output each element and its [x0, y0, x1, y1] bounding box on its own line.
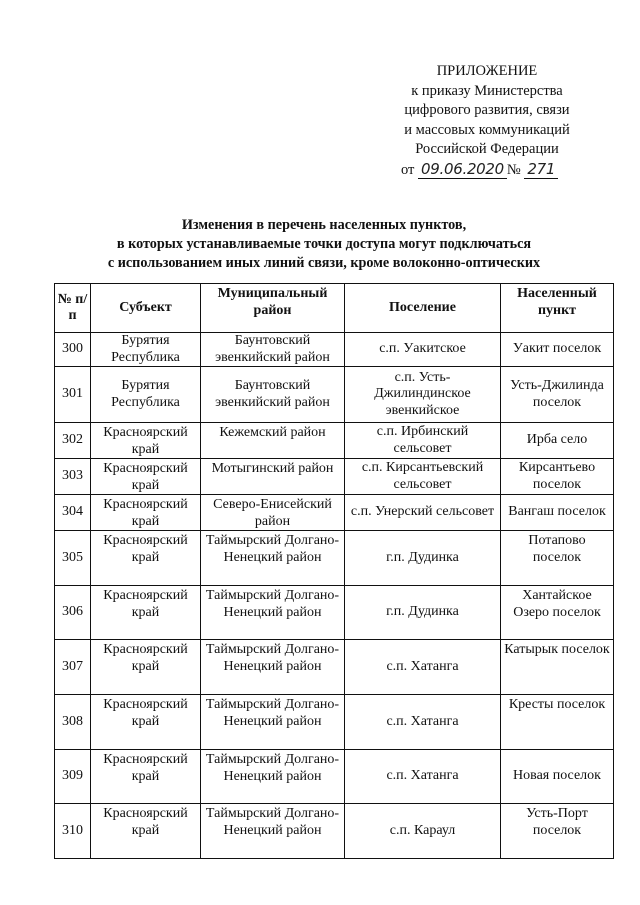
header-locality: Населенный пункт — [501, 284, 614, 333]
appendix-line: и массовых коммуникаций — [404, 121, 570, 138]
table-row — [55, 367, 614, 423]
row-locality: Катырык поселок — [501, 640, 614, 695]
appendix-line: к приказу Министерства — [411, 82, 563, 99]
table-row — [55, 586, 614, 640]
row-subject: Красноярский край — [91, 750, 201, 804]
order-prefix: от — [401, 162, 415, 178]
row-number: 309 — [55, 750, 91, 804]
row-locality: Новая поселок — [501, 750, 614, 804]
appendix-title: ПРИЛОЖЕНИЕ — [436, 63, 538, 79]
row-locality: Ирба село — [501, 423, 614, 459]
row-subject: Красноярский край — [91, 459, 201, 495]
title-line: с использованием иных линий связи, кроме волоконно-оптических — [107, 254, 541, 271]
row-locality: Хантайское Озеро поселок — [501, 586, 614, 640]
row-settlement: с.п. Унерский сельсовет — [345, 495, 501, 531]
row-locality: Кирсантьево поселок — [501, 459, 614, 495]
order-number-sign: № — [506, 162, 521, 178]
table-row — [55, 531, 614, 586]
row-settlement: г.п. Дудинка — [345, 531, 501, 586]
row-subject: Красноярский край — [91, 495, 201, 531]
row-district: Таймырский Долгано-Ненецкий район — [201, 695, 345, 750]
row-number: 304 — [55, 495, 91, 531]
table-row — [55, 495, 614, 531]
table-row — [55, 640, 614, 695]
table-row — [55, 333, 614, 367]
table-header-row — [55, 284, 614, 333]
table-row — [55, 804, 614, 859]
table-row — [55, 750, 614, 804]
row-subject: Красноярский край — [91, 640, 201, 695]
row-district: Баунтовский эвенкийский район — [201, 367, 345, 423]
row-number: 301 — [55, 367, 91, 423]
title-line: в которых устанавливаемые точки доступа могут подключаться — [116, 235, 532, 252]
appendix-line: цифрового развития, связи — [404, 102, 570, 119]
row-district: Мотыгинский район — [201, 459, 345, 495]
header-number: № п/п — [55, 284, 91, 333]
order-date: 09.06.2020 — [418, 160, 507, 179]
row-number: 300 — [55, 333, 91, 367]
table-row — [55, 695, 614, 750]
header-district: Муниципальный район — [201, 284, 345, 333]
row-number: 305 — [55, 531, 91, 586]
table-row — [55, 459, 614, 495]
row-settlement: с.п. Ирбинский сельсовет — [345, 423, 501, 459]
row-subject: Красноярский край — [91, 695, 201, 750]
row-settlement: с.п. Уакитское — [345, 333, 501, 367]
header-settlement: Поселение — [345, 284, 501, 333]
row-number: 303 — [55, 459, 91, 495]
row-number: 302 — [55, 423, 91, 459]
row-settlement: с.п. Хатанга — [345, 750, 501, 804]
row-settlement: с.п. Кирсантьевский сельсовет — [345, 459, 501, 495]
appendix-line: Российской Федерации — [415, 141, 559, 158]
row-locality: Уакит поселок — [501, 333, 614, 367]
row-locality: Потапово поселок — [501, 531, 614, 586]
row-subject: Бурятия Республика — [91, 333, 201, 367]
settlements-table — [54, 283, 614, 859]
row-district: Таймырский Долгано-Ненецкий район — [201, 750, 345, 804]
row-district: Таймырский Долгано-Ненецкий район — [201, 531, 345, 586]
row-district: Кежемский район — [201, 423, 345, 459]
appendix-block — [398, 62, 576, 160]
row-district: Таймырский Долгано-Ненецкий район — [201, 586, 345, 640]
row-number: 310 — [55, 804, 91, 859]
row-subject: Красноярский край — [91, 531, 201, 586]
row-number: 308 — [55, 695, 91, 750]
row-locality: Вангаш поселок — [501, 495, 614, 531]
order-reference — [401, 160, 581, 179]
row-subject: Бурятия Республика — [91, 367, 201, 423]
title-line: Изменения в перечень населенных пунктов, — [181, 217, 467, 233]
order-number: 271 — [524, 160, 558, 179]
table-row — [55, 423, 614, 459]
header-subject: Субъект — [91, 284, 201, 333]
row-settlement: с.п. Усть-Джилиндинское эвенкийское — [345, 367, 501, 423]
document-title — [60, 216, 588, 272]
row-settlement: с.п. Хатанга — [345, 640, 501, 695]
row-district: Баунтовский эвенкийский район — [201, 333, 345, 367]
row-settlement: г.п. Дудинка — [345, 586, 501, 640]
row-subject: Красноярский край — [91, 586, 201, 640]
row-locality: Усть-Порт поселок — [501, 804, 614, 859]
row-number: 306 — [55, 586, 91, 640]
row-locality: Усть-Джилинда поселок — [501, 367, 614, 423]
row-district: Таймырский Долгано-Ненецкий район — [201, 804, 345, 859]
row-settlement: с.п. Караул — [345, 804, 501, 859]
row-locality: Кресты поселок — [501, 695, 614, 750]
row-number: 307 — [55, 640, 91, 695]
row-subject: Красноярский край — [91, 423, 201, 459]
row-settlement: с.п. Хатанга — [345, 695, 501, 750]
row-subject: Красноярский край — [91, 804, 201, 859]
row-district: Северо-Енисейский район — [201, 495, 345, 531]
row-district: Таймырский Долгано-Ненецкий район — [201, 640, 345, 695]
table-body — [55, 333, 614, 859]
